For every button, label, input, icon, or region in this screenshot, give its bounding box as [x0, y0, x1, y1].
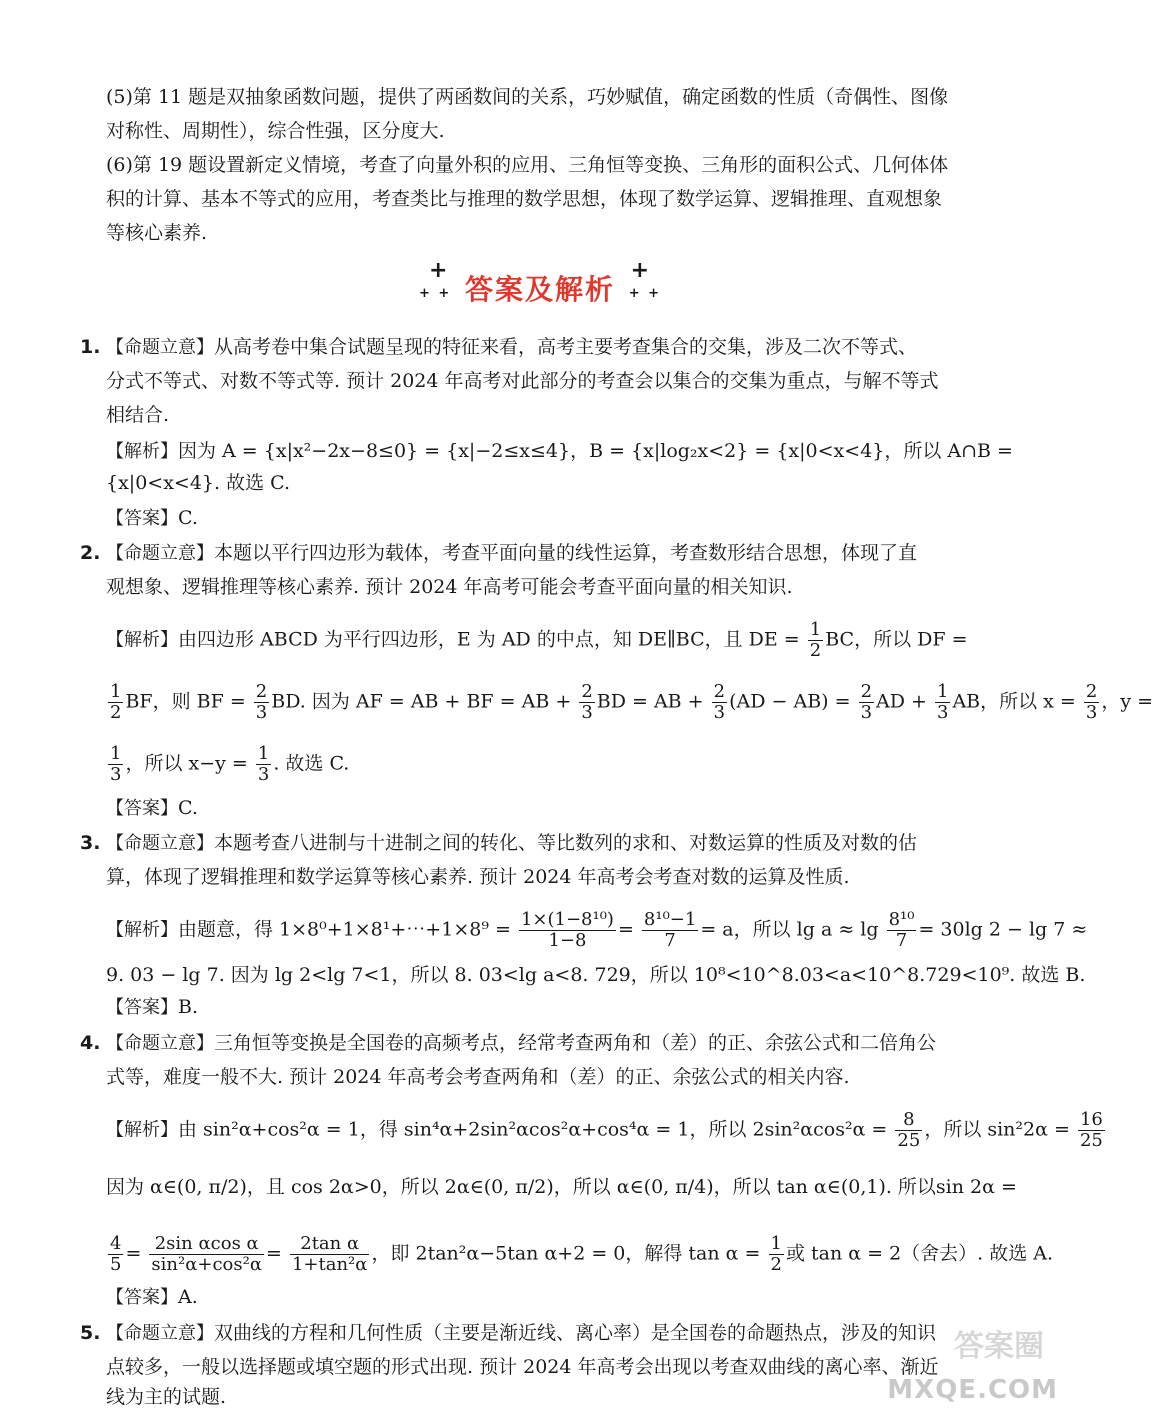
item-analysis-line: 因为 α∈(0, π/2)，且 cos 2α>0，所以 2α∈(0, π/2)，所以 α∈(0, π/4)，所以 tan α∈(0,1). 所以sin 2α = [106, 1176, 1017, 1198]
item-intent-line: 分式不等式、对数不等式等. 预计 2024 年高考对此部分的考查会以集合的交集为重点，与解不等式 [106, 370, 939, 392]
fraction: $\frac{2}{3}$ [1085, 681, 1098, 723]
plus-decoration-icon: + + [628, 286, 661, 301]
plus-decoration-icon: + + [418, 286, 452, 301]
item-intent-line: 点较多，一般以选择题或填空题的形式出现. 预计 2024 年高考会出现以考查双曲线的离心率、渐近 [106, 1356, 939, 1378]
watermark-url: MXQE.COM [887, 1375, 1058, 1405]
fraction: $\frac{2}{3}$ [860, 681, 873, 723]
item-number: 4. [80, 1032, 101, 1054]
plus-decoration-icon: + [630, 258, 651, 283]
intro-p6-line2: 积的计算、基本不等式的应用，考查类比与推理的数学思想，体现了数学运算、逻辑推理、直观想象 [106, 188, 943, 210]
fraction: $\frac{1}{3}$ [937, 681, 949, 723]
item-analysis-line: $\frac{4}{5}$ = $\frac{\text{2sin αcos α}}{\text{sin²α+cos²α}}$ = $\frac{\text{2tan α}}{\text{1+tan²α}}$ ，即 2tan²α−5tan α+2 = 0，解得 tan α = $\frac{1}{2}$ 或 tan α = 2（舍去）. 故选 A. [110, 1233, 1054, 1275]
fraction: $\frac{\text{2sin αcos α}}{\text{sin²α+cos²α}}$ [151, 1233, 262, 1275]
item-analysis-line: 【解析】由 sin²α+cos²α = 1，得 sin⁴α+2sin²αcos²α+cos⁴α = 1，所以 2sin²αcos²α = $\frac{8}{25}$ ，所以 sin²2α = $\frac{16}{25}$ [106, 1109, 1103, 1151]
item-intent-line: 算，体现了逻辑推理和数学运算等核心素养. 预计 2024 年高考会考查对数的运算及性质. [106, 866, 850, 888]
fraction: $\frac{\text{8¹⁰}}{7}$ [888, 909, 915, 951]
item-answer-line: 【答案】C. [106, 797, 198, 819]
fraction: $\frac{2}{3}$ [581, 681, 593, 723]
intro-p6-line1: (6)第 19 题设置新定义情境，考查了向量外积的应用、三角恒等变换、三角形的面积公式、几何体体 [106, 154, 949, 176]
fraction: $\frac{8}{25}$ [897, 1109, 921, 1151]
fraction: $\frac{16}{25}$ [1079, 1109, 1103, 1151]
item-intent-line: 【命题立意】从高考卷中集合试题呈现的特征来看，高考主要考查集合的交集，涉及二次不等式、 [106, 336, 918, 358]
item-number: 5. [80, 1322, 101, 1344]
fraction: $\frac{1}{2}$ [809, 619, 822, 661]
item-number: 3. [80, 832, 101, 854]
item-analysis-line: {x|0<x<4}. 故选 C. [106, 472, 291, 494]
intro-p5-line1: (5)第 11 题是双抽象函数问题，提供了两函数间的关系，巧妙赋值，确定函数的性质（奇偶性、图像 [106, 86, 949, 108]
fraction: $\frac{1}{2}$ [110, 681, 122, 723]
item-intent-line: 【命题立意】本题以平行四边形为载体，考查平面向量的线性运算，考查数形结合思想，体现了直 [106, 542, 918, 564]
item-analysis-line: 【解析】由题意，得 1×8⁰+1×8¹+⋯+1×8⁹ = $\frac{\text{1×(1−8¹⁰)}}{1-8}$ = $\frac{\text{8¹⁰−1}}{7}$ = a，所以 lg a ≈ lg $\frac{\text{8¹⁰}}{7}$ = 30lg 2 − lg 7 ≈ [106, 909, 1088, 951]
fraction: $\frac{1}{3}$ [257, 743, 270, 785]
item-intent-line: 【命题立意】双曲线的方程和几何性质（主要是渐近线、离心率）是全国卷的命题热点，涉及的知识 [106, 1322, 937, 1344]
item-answer-line: 【答案】B. [106, 996, 199, 1018]
item-intent-line: 观想象、逻辑推理等核心素养. 预计 2024 年高考可能会考查平面向量的相关知识. [106, 576, 793, 598]
item-analysis-line: $\frac{1}{2}$ BF，则 BF = $\frac{2}{3}$ BD. 因为 AF = AB + BF = AB + $\frac{2}{3}$ BD = AB + $\frac{2}{3}$ (AD − AB) = $\frac{2}{3}$ AD + $\frac{1}{3}$ AB，所以 x = $\frac{2}{3}$ ，y = [110, 681, 1153, 723]
item-number: 2. [80, 542, 101, 564]
item-analysis-line: 【解析】因为 A = {x|x²−2x−8≤0} = {x|−2≤x≤4}，B = {x|log₂x<2} = {x|0<x<4}，所以 A∩B = [106, 440, 1013, 462]
fraction: $\frac{\text{1×(1−8¹⁰)}}{1-8}$ [520, 909, 614, 951]
section-title-wrap [0, 258, 1080, 308]
item-answer-line: 【答案】C. [106, 507, 198, 529]
item-intent-line: 线为主的试题. [106, 1386, 227, 1408]
item-analysis-line: 【解析】由四边形 ABCD 为平行四边形，E 为 AD 的中点，知 DE∥BC，且 DE = $\frac{1}{2}$ BC，所以 DF = [106, 619, 968, 661]
intro-p6-line3: 等核心素养. [106, 222, 208, 244]
item-analysis-line: 9. 03 − lg 7. 因为 lg 2<lg 7<1，所以 8. 03<lg a<8. 729，所以 10⁸<10^8.03<a<10^8.729<10⁹. 故选 B. [106, 964, 1086, 986]
item-answer-line: 【答案】A. [106, 1286, 198, 1308]
fraction: $\frac{\text{2tan α}}{\text{1+tan²α}}$ [291, 1233, 368, 1275]
plus-decoration-icon: + [428, 258, 450, 283]
item-number: 1. [80, 336, 101, 358]
item-intent-line: 相结合. [106, 404, 170, 426]
fraction: $\frac{1}{3}$ [110, 743, 122, 785]
watermark-logo: 答案圈 [954, 1329, 1044, 1364]
fraction: $\frac{2}{3}$ [255, 681, 268, 723]
item-intent-line: 式等，难度一般不大. 预计 2024 年高考会考查两角和（差）的正、余弦公式的相关内容. [106, 1066, 850, 1088]
fraction: $\frac{1}{2}$ [770, 1233, 782, 1275]
fraction: $\frac{2}{3}$ [713, 681, 726, 723]
intro-p5-line2: 对称性、周期性），综合性强，区分度大. [106, 120, 445, 142]
section-title: + + + 答案及解析 + + + [418, 258, 661, 306]
item-analysis-line: $\frac{1}{3}$ ，所以 x−y = $\frac{1}{3}$ . 故选 C. [110, 743, 350, 785]
item-intent-line: 【命题立意】三角恒等变换是全国卷的高频考点，经常考查两角和（差）的正、余弦公式和二倍角公 [106, 1032, 937, 1054]
fraction: $\frac{\text{8¹⁰−1}}{7}$ [643, 909, 697, 951]
fraction: $\frac{4}{5}$ [110, 1233, 122, 1275]
item-intent-line: 【命题立意】本题考查八进制与十进制之间的转化、等比数列的求和、对数运算的性质及对数的估 [106, 832, 918, 854]
